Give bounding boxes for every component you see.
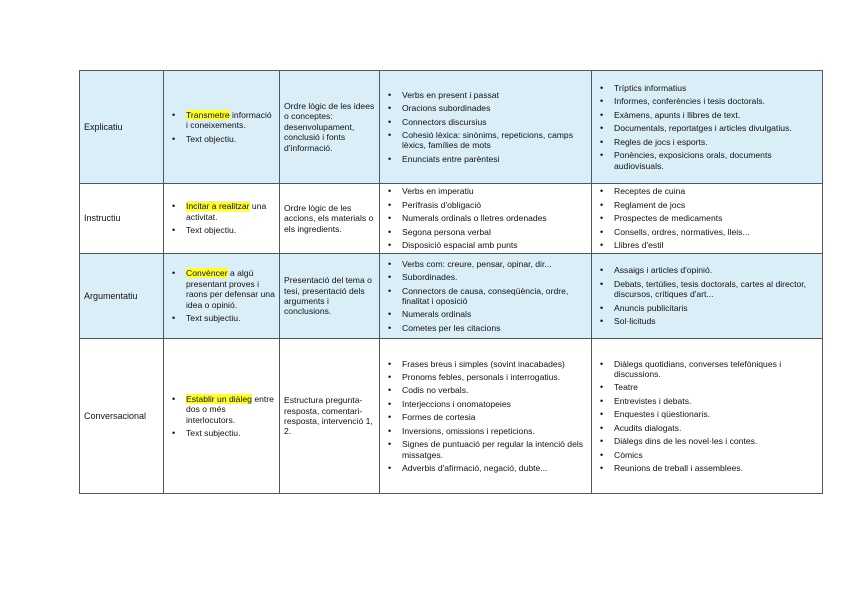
list-item: • Enquestes i qüestionaris. [596,409,818,419]
list-item: • Pronoms febles, personals i interrogatius. [384,372,587,382]
list-item: • Text objectiu. [168,225,275,235]
list-item: • Reglament de jocs [596,200,818,210]
list-item: • Codis no verbals. [384,385,587,395]
list-item: • Text subjectiu. [168,428,275,438]
list-item: • Diàlegs quotidians, converses telefòniques i discussions. [596,359,818,380]
list-item: • Acudits dialogats. [596,423,818,433]
list-item: • Verbs en present i passat [384,90,587,100]
list-item: • Signes de puntuació per regular la intenció dels missatges. [384,439,587,460]
list-item: • Entrevistes i debats. [596,396,818,406]
examples-cell [592,71,823,184]
text-type-cell: Instructiu [80,184,164,254]
examples-cell [592,184,823,254]
text-type-cell: Explicatiu [80,71,164,184]
list-item: • Regles de jocs i esports. [596,137,818,147]
table-row [80,339,823,494]
examples-cell [592,254,823,339]
list-item: • Prospectes de medicaments [596,213,818,223]
list-item: • Anuncis publicitaris [596,303,818,313]
features-cell [380,71,592,184]
list-item: • Sol·licituds [596,316,818,326]
text-types-table [79,70,823,494]
list-item: • Convèncer a algú presentant proves i raons per defensar una idea o opinió. [168,268,275,310]
list-item: • Adverbis d'afirmació, negació, dubte... [384,463,587,473]
list-item: • Cohesió lèxica: sinònims, repeticions, camps lèxics, famílies de mots [384,130,587,151]
list-item: • Formes de cortesia [384,412,587,422]
list-item: • Connectors de causa, conseqüència, ordre, finalitat i oposició [384,286,587,307]
features-cell [380,184,592,254]
list-item: • Segona persona verbal [384,227,587,237]
list-item: • Verbs com: creure, pensar, opinar, dir... [384,259,587,269]
list-item: • Transmetre informació i coneixements. [168,110,275,131]
list-item: • Numerals ordinals o lletres ordenades [384,213,587,223]
list-item: • Consells, ordres, normatives, lleis... [596,227,818,237]
purpose-cell [164,339,280,494]
table-row [80,184,823,254]
purpose-cell [164,184,280,254]
list-item: • Interjeccions i onomatopeies [384,399,587,409]
structure-cell: Presentació del tema o tesi, presentació dels arguments i conclusions. [280,254,380,339]
text-type-cell: Conversacional [80,339,164,494]
list-item: • Text objectiu. [168,134,275,144]
list-item: • Disposició espacial amb punts [384,240,587,250]
list-item: • Exàmens, apunts i llibres de text. [596,110,818,120]
list-item: • Connectors discursius [384,117,587,127]
list-item: • Tríptics informatius [596,83,818,93]
list-item: • Debats, tertúlies, tesis doctorals, cartes al director, discursos, crítiques d'art... [596,279,818,300]
list-item: • Frases breus i simples (sovint inacabades) [384,359,587,369]
list-item: • Cometes per les citacions [384,323,587,333]
list-item: • Llibres d'estil [596,240,818,250]
list-item: • Verbs en imperatiu [384,186,587,196]
text-type-cell: Argumentatiu [80,254,164,339]
structure-cell: Estructura pregunta-resposta, comentari-resposta, intervenció 1, 2. [280,339,380,494]
list-item: • Text subjectiu. [168,313,275,323]
list-item: • Incitar a realitzar una activitat. [168,201,275,222]
list-item: • Assaigs i articles d'opinió. [596,265,818,275]
list-item: • Inversions, omissions i repeticions. [384,426,587,436]
list-item: • Enunciats entre parèntesi [384,154,587,164]
list-item: • Numerals ordinals [384,309,587,319]
purpose-cell [164,254,280,339]
examples-cell [592,339,823,494]
highlighted-keyword: Transmetre [186,109,230,120]
list-item: • Informes, conferències i tesis doctorals. [596,96,818,106]
highlighted-keyword: Establir un diàleg [186,393,252,404]
table-row [80,71,823,184]
structure-cell: Ordre lògic de les idees o conceptes: desenvolupament, conclusió i fonts d'informació. [280,71,380,184]
structure-cell: Ordre lògic de les accions, els materials o els ingredients. [280,184,380,254]
list-item: • Còmics [596,450,818,460]
list-item: • Subordinades. [384,272,587,282]
list-item: • Teatre [596,382,818,392]
highlighted-keyword: Convèncer [186,268,228,279]
list-item: • Receptes de cuina [596,186,818,196]
highlighted-keyword: Incitar a realitzar [186,201,250,212]
table-row [80,254,823,339]
features-cell [380,254,592,339]
list-item: • Oracions subordinades [384,103,587,113]
list-item: • Ponències, exposicions orals, documents audiovisuals. [596,150,818,171]
features-cell [380,339,592,494]
list-item: • Documentals, reportatges i articles divulgatius. [596,123,818,133]
list-item: • Establir un diàleg entre dos o més interlocutors. [168,394,275,425]
list-item: • Reunions de treball i assemblees. [596,463,818,473]
list-item: • Perífrasis d'obligació [384,200,587,210]
list-item: • Diàlegs dins de les novel·les i contes. [596,436,818,446]
purpose-cell [164,71,280,184]
